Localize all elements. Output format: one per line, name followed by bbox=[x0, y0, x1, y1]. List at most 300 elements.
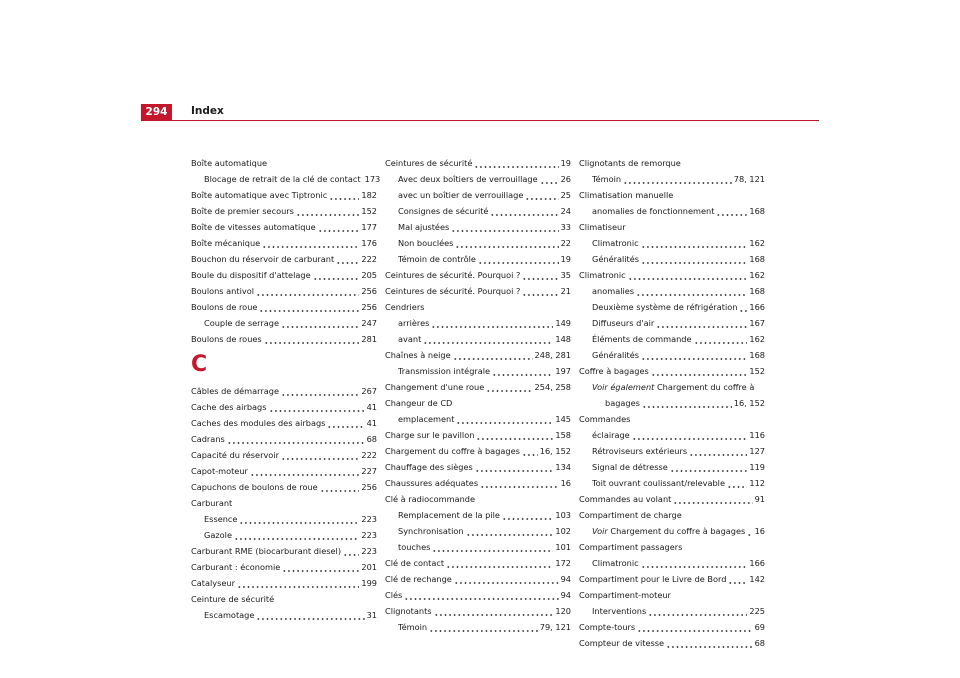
index-entry bbox=[385, 507, 571, 523]
entry-text: Gazole bbox=[204, 530, 232, 540]
leader-dots bbox=[747, 526, 752, 536]
entry-text: Chaussures adéquates bbox=[385, 478, 479, 488]
entry-page-number: 142 bbox=[749, 574, 765, 584]
leader-dots bbox=[318, 222, 360, 232]
entry-page-number: 134 bbox=[555, 462, 571, 472]
entry-page-number: 222 bbox=[361, 254, 377, 264]
entry-text: Cache des airbags bbox=[191, 402, 267, 412]
index-entry bbox=[385, 491, 571, 507]
entry-page-number: 162 bbox=[749, 238, 765, 248]
index-entry bbox=[385, 603, 571, 619]
entry-label bbox=[385, 542, 430, 552]
index-entry bbox=[385, 219, 571, 235]
leader-dots bbox=[453, 350, 533, 360]
leader-dots bbox=[281, 386, 359, 396]
entry-text: Clé de contact bbox=[385, 558, 445, 568]
entry-text: Carburant : économie bbox=[191, 562, 281, 572]
entry-text: Chaînes à neige bbox=[385, 350, 451, 360]
entry-label bbox=[191, 174, 361, 184]
index-entry bbox=[579, 571, 765, 587]
entry-text: Cendriers bbox=[385, 302, 425, 312]
entry-page-number: 33 bbox=[560, 222, 571, 232]
see-also-text: Voir également bbox=[592, 382, 655, 392]
entry-text: Blocage de retrait de la clé de contact bbox=[204, 174, 361, 184]
leader-dots bbox=[264, 334, 360, 344]
entry-text: touches bbox=[398, 542, 431, 552]
entry-page-number: 172 bbox=[555, 558, 571, 568]
entry-label bbox=[385, 526, 464, 536]
entry-text: Interventions bbox=[592, 606, 647, 616]
entry-label bbox=[579, 590, 671, 600]
entry-label bbox=[191, 514, 237, 524]
entry-text: Ceintures de sécurité. Pourquoi ? bbox=[385, 270, 521, 280]
entry-label bbox=[579, 334, 692, 344]
index-entry bbox=[579, 187, 765, 203]
leader-dots bbox=[456, 414, 553, 424]
entry-label bbox=[385, 606, 432, 616]
index-entry bbox=[191, 543, 377, 559]
entry-text: avant bbox=[398, 334, 422, 344]
page-header bbox=[141, 104, 819, 121]
entry-text: emplacement bbox=[398, 414, 455, 424]
entry-label bbox=[385, 302, 424, 312]
index-entry bbox=[191, 171, 381, 187]
index-entry bbox=[385, 523, 571, 539]
entry-page-number: 79, 121 bbox=[539, 622, 571, 632]
index-entry bbox=[579, 283, 765, 299]
entry-label bbox=[579, 174, 621, 184]
entry-text: Transmission intégrale bbox=[398, 366, 491, 376]
entry-label bbox=[191, 466, 248, 476]
index-entry bbox=[579, 443, 765, 459]
entry-text: Caches des modules des airbags bbox=[191, 418, 326, 428]
index-entry bbox=[385, 427, 571, 443]
entry-text: Synchronisation bbox=[398, 526, 464, 536]
entry-text: Capacité du réservoir bbox=[191, 450, 279, 460]
index-entry bbox=[191, 607, 377, 623]
leader-dots bbox=[666, 638, 753, 648]
entry-label bbox=[191, 562, 280, 572]
index-entry bbox=[385, 203, 571, 219]
leader-dots bbox=[641, 558, 748, 568]
entry-text: Cadrans bbox=[191, 434, 225, 444]
entry-text: Catalyseur bbox=[191, 578, 235, 588]
entry-label bbox=[385, 350, 451, 360]
entry-page-number: 248, 281 bbox=[534, 350, 571, 360]
entry-page-number: 223 bbox=[361, 546, 377, 556]
index-entry bbox=[579, 619, 765, 635]
leader-dots bbox=[256, 286, 359, 296]
entry-label bbox=[579, 286, 634, 296]
leader-dots bbox=[522, 270, 558, 280]
index-entry bbox=[191, 431, 377, 447]
index-entry bbox=[385, 315, 571, 331]
entry-page-number: 16 bbox=[754, 526, 765, 536]
index-entry bbox=[579, 507, 765, 523]
index-column-3 bbox=[579, 155, 765, 651]
entry-text: Témoin bbox=[592, 174, 622, 184]
entry-label bbox=[385, 462, 473, 472]
entry-text: Compartiment de charge bbox=[579, 510, 682, 520]
index-entry bbox=[191, 315, 377, 331]
entry-label bbox=[191, 530, 232, 540]
leader-dots bbox=[628, 270, 748, 280]
entry-label bbox=[579, 430, 630, 440]
leader-dots bbox=[641, 350, 747, 360]
leader-dots bbox=[454, 574, 559, 584]
entry-page-number: 152 bbox=[361, 206, 377, 216]
entry-label bbox=[191, 158, 267, 168]
entry-text: Mal ajustées bbox=[398, 222, 450, 232]
entry-page-number: 149 bbox=[555, 318, 571, 328]
index-entry bbox=[191, 331, 377, 347]
entry-label bbox=[191, 190, 327, 200]
entry-text: Carburant bbox=[191, 498, 233, 508]
entry-text: Essence bbox=[204, 514, 238, 524]
leader-dots bbox=[227, 434, 365, 444]
leader-dots bbox=[429, 622, 538, 632]
index-entry bbox=[191, 527, 377, 543]
entry-text: Compteur de vitesse bbox=[579, 638, 665, 648]
entry-page-number: 222 bbox=[361, 450, 377, 460]
entry-label bbox=[385, 414, 454, 424]
entry-page-number: 173 bbox=[364, 174, 381, 184]
entry-text: Boîte de premier secours bbox=[191, 206, 294, 216]
entry-page-number: 223 bbox=[361, 530, 377, 540]
leader-dots bbox=[404, 590, 558, 600]
entry-label bbox=[191, 270, 311, 280]
entry-page-number: 102 bbox=[555, 526, 571, 536]
entry-label bbox=[191, 386, 279, 396]
entry-text: Câbles de démarrage bbox=[191, 386, 280, 396]
entry-page-number: 127 bbox=[749, 446, 765, 456]
entry-label bbox=[191, 238, 260, 248]
index-entry bbox=[385, 619, 571, 635]
entry-text: Clés bbox=[385, 590, 403, 600]
entry-page-number: 68 bbox=[754, 638, 765, 648]
entry-label bbox=[579, 510, 682, 520]
index-entry bbox=[579, 635, 765, 651]
entry-text: Boule du dispositif d'attelage bbox=[191, 270, 311, 280]
leader-dots bbox=[281, 450, 359, 460]
entry-label bbox=[579, 190, 673, 200]
entry-page-number: 68 bbox=[366, 434, 377, 444]
entry-label bbox=[385, 590, 402, 600]
index-entry bbox=[191, 399, 377, 415]
index-entry bbox=[579, 411, 765, 427]
index-entry bbox=[385, 347, 571, 363]
entry-text: Changeur de CD bbox=[385, 398, 453, 408]
leader-dots bbox=[313, 270, 360, 280]
entry-label bbox=[191, 546, 341, 556]
leader-dots bbox=[262, 238, 359, 248]
entry-page-number: 145 bbox=[555, 414, 571, 424]
entry-page-number: 94 bbox=[560, 590, 571, 600]
entry-page-number: 158 bbox=[555, 430, 571, 440]
entry-page-number: 120 bbox=[555, 606, 571, 616]
entry-text: Clé à radiocommande bbox=[385, 494, 476, 504]
index-entry bbox=[579, 603, 765, 619]
entry-text: Toit ouvrant coulissant/relevable bbox=[592, 478, 725, 488]
entry-label bbox=[579, 574, 726, 584]
entry-page-number: 168 bbox=[749, 206, 765, 216]
entry-page-number: 16, 152 bbox=[539, 446, 571, 456]
entry-page-number: 166 bbox=[749, 558, 765, 568]
leader-dots bbox=[320, 482, 360, 492]
index-entry bbox=[579, 523, 765, 539]
index-entry bbox=[385, 475, 571, 491]
entry-label bbox=[385, 190, 523, 200]
index-entry bbox=[385, 555, 571, 571]
entry-text: Compartiment-moteur bbox=[579, 590, 671, 600]
page-number: 294 bbox=[141, 104, 172, 120]
leader-dots bbox=[239, 514, 359, 524]
entry-label bbox=[385, 574, 452, 584]
index-entry bbox=[385, 235, 571, 251]
leader-dots bbox=[739, 302, 747, 312]
leader-dots bbox=[336, 254, 359, 264]
leader-dots bbox=[327, 418, 364, 428]
index-entry bbox=[579, 491, 765, 507]
entry-text: Clé de rechange bbox=[385, 574, 452, 584]
entry-label bbox=[191, 318, 279, 328]
entry-page-number: 201 bbox=[361, 562, 377, 572]
index-entry bbox=[579, 587, 765, 603]
index-entry bbox=[579, 171, 765, 187]
entry-page-number: 256 bbox=[361, 302, 377, 312]
entry-text: Boîte automatique avec Tiptronic bbox=[191, 190, 328, 200]
entry-text: Rétroviseurs extérieurs bbox=[592, 446, 688, 456]
entry-text: Chargement du coffre à bagages bbox=[607, 526, 746, 536]
entry-page-number: 69 bbox=[754, 622, 765, 632]
entry-text: Compte-tours bbox=[579, 622, 636, 632]
index-entry bbox=[191, 299, 377, 315]
entry-label bbox=[579, 158, 681, 168]
index-entry bbox=[385, 171, 571, 187]
leader-dots bbox=[525, 190, 558, 200]
index-entry bbox=[191, 267, 377, 283]
index-entry bbox=[191, 591, 377, 607]
entry-page-number: 116 bbox=[749, 430, 765, 440]
index-entry bbox=[579, 475, 765, 491]
index-entry bbox=[385, 443, 571, 459]
entry-page-number: 16, 152 bbox=[733, 398, 765, 408]
entry-page-number: 162 bbox=[749, 334, 765, 344]
entry-label bbox=[579, 254, 639, 264]
entry-text: Capuchons de boulons de roue bbox=[191, 482, 318, 492]
entry-label bbox=[579, 606, 646, 616]
leader-dots bbox=[656, 318, 747, 328]
entry-label bbox=[385, 254, 476, 264]
entry-text: Compartiment pour le Livre de Bord bbox=[579, 574, 727, 584]
entry-text: Climatronic bbox=[592, 558, 639, 568]
entry-text: Témoin de contrôle bbox=[398, 254, 476, 264]
entry-page-number: 176 bbox=[361, 238, 377, 248]
leader-dots bbox=[431, 318, 553, 328]
index-entry bbox=[579, 331, 765, 347]
leader-dots bbox=[623, 174, 732, 184]
entry-label bbox=[385, 238, 453, 248]
entry-page-number: 256 bbox=[361, 482, 377, 492]
leader-dots bbox=[234, 530, 359, 540]
entry-text: Climatronic bbox=[592, 238, 639, 248]
entry-text: Clignotants bbox=[385, 606, 432, 616]
leader-dots bbox=[490, 206, 558, 216]
entry-label bbox=[191, 222, 316, 232]
entry-label bbox=[579, 238, 639, 248]
leader-dots bbox=[478, 254, 559, 264]
entry-label bbox=[579, 622, 635, 632]
entry-page-number: 205 bbox=[361, 270, 377, 280]
index-entry bbox=[385, 539, 571, 555]
entry-label bbox=[385, 366, 490, 376]
entry-label bbox=[579, 638, 664, 648]
index-entry bbox=[191, 251, 377, 267]
entry-label bbox=[579, 478, 725, 488]
entry-page-number: 199 bbox=[361, 578, 377, 588]
entry-text: Compartiment passagers bbox=[579, 542, 683, 552]
leader-dots bbox=[694, 334, 748, 344]
entry-page-number: 41 bbox=[366, 402, 377, 412]
index-entry bbox=[579, 299, 765, 315]
entry-page-number: 91 bbox=[754, 494, 765, 504]
leader-dots bbox=[673, 494, 752, 504]
entry-page-number: 19 bbox=[560, 254, 571, 264]
entry-label bbox=[385, 286, 520, 296]
leader-dots bbox=[642, 398, 732, 408]
see-also-text: Voir bbox=[592, 526, 608, 536]
entry-page-number: 167 bbox=[749, 318, 765, 328]
entry-label bbox=[579, 318, 654, 328]
entry-text: anomalies bbox=[592, 286, 635, 296]
leader-dots bbox=[432, 542, 553, 552]
index-entry bbox=[579, 347, 765, 363]
leader-dots bbox=[727, 478, 747, 488]
index-entry bbox=[191, 383, 377, 399]
leader-dots bbox=[540, 174, 559, 184]
entry-page-number: 168 bbox=[749, 254, 765, 264]
leader-dots bbox=[480, 478, 558, 488]
index-entry bbox=[385, 379, 571, 395]
leader-dots bbox=[434, 606, 554, 616]
entry-label bbox=[579, 494, 671, 504]
entry-label bbox=[579, 350, 639, 360]
index-entry bbox=[191, 463, 377, 479]
entry-page-number: 225 bbox=[749, 606, 765, 616]
leader-dots bbox=[296, 206, 359, 216]
entry-text: Couple de serrage bbox=[204, 318, 280, 328]
index-entry bbox=[385, 363, 571, 379]
entry-text: Chargement du coffre à bagages bbox=[385, 446, 520, 456]
index-entry bbox=[191, 283, 377, 299]
entry-text: Boulons antivol bbox=[191, 286, 254, 296]
entry-page-number: 168 bbox=[749, 286, 765, 296]
index-entry bbox=[191, 447, 377, 463]
entry-label bbox=[385, 270, 520, 280]
leader-dots bbox=[423, 334, 553, 344]
index-entry bbox=[385, 299, 571, 315]
entry-page-number: 119 bbox=[749, 462, 765, 472]
entry-text: Boulons de roues bbox=[191, 334, 262, 344]
index-column-2 bbox=[385, 155, 571, 635]
leader-dots bbox=[670, 462, 748, 472]
index-entry bbox=[191, 559, 377, 575]
entry-label bbox=[579, 302, 737, 312]
entry-page-number: 26 bbox=[560, 174, 571, 184]
entry-text: Ceintures de sécurité. Pourquoi ? bbox=[385, 286, 521, 296]
entry-label bbox=[385, 222, 449, 232]
leader-dots bbox=[466, 526, 554, 536]
entry-text: anomalies de fonctionnement bbox=[592, 206, 715, 216]
index-entry bbox=[579, 219, 765, 235]
index-entry bbox=[385, 411, 571, 427]
index-column-1 bbox=[191, 155, 381, 623]
entry-label bbox=[579, 206, 714, 216]
entry-text: Chauffage des sièges bbox=[385, 462, 473, 472]
entry-page-number: 112 bbox=[749, 478, 765, 488]
index-entry bbox=[385, 395, 571, 411]
entry-label bbox=[579, 526, 745, 536]
index-entry bbox=[579, 203, 765, 219]
index-entry bbox=[191, 479, 377, 495]
entry-page-number: 103 bbox=[555, 510, 571, 520]
page-title: Index bbox=[191, 105, 224, 117]
index-entry bbox=[191, 187, 377, 203]
entry-text: arrières bbox=[398, 318, 430, 328]
entry-label bbox=[385, 494, 475, 504]
leader-dots bbox=[281, 318, 359, 328]
leader-dots bbox=[343, 546, 359, 556]
index-entry bbox=[579, 155, 765, 171]
entry-label bbox=[579, 542, 682, 552]
entry-label bbox=[191, 450, 279, 460]
entry-text: Boîte automatique bbox=[191, 158, 268, 168]
leader-dots bbox=[641, 238, 748, 248]
entry-label bbox=[191, 578, 235, 588]
entry-text: Deuxième système de réfrigération bbox=[592, 302, 738, 312]
entry-label bbox=[385, 558, 444, 568]
entry-label bbox=[579, 462, 668, 472]
index-entry bbox=[191, 511, 377, 527]
index-entry bbox=[385, 187, 571, 203]
entry-label bbox=[385, 382, 484, 392]
leader-dots bbox=[237, 578, 359, 588]
leader-dots bbox=[651, 366, 748, 376]
leader-dots bbox=[689, 446, 747, 456]
entry-page-number: 247 bbox=[361, 318, 377, 328]
index-entry bbox=[579, 539, 765, 555]
entry-label bbox=[385, 318, 429, 328]
entry-label bbox=[579, 382, 754, 392]
entry-text: Charge sur le pavillon bbox=[385, 430, 475, 440]
entry-label bbox=[385, 158, 472, 168]
entry-page-number: 101 bbox=[555, 542, 571, 552]
leader-dots bbox=[476, 430, 553, 440]
leader-dots bbox=[451, 222, 558, 232]
entry-page-number: 19 bbox=[560, 158, 571, 168]
leader-dots bbox=[474, 158, 558, 168]
leader-dots bbox=[648, 606, 747, 616]
entry-label bbox=[191, 334, 262, 344]
entry-page-number: 78, 121 bbox=[733, 174, 765, 184]
index-entry bbox=[191, 203, 377, 219]
leader-dots bbox=[632, 430, 748, 440]
entry-page-number: 31 bbox=[366, 610, 377, 620]
entry-text: Témoin bbox=[398, 622, 428, 632]
index-entry bbox=[579, 251, 765, 267]
index-entry bbox=[385, 459, 571, 475]
entry-label bbox=[385, 206, 488, 216]
